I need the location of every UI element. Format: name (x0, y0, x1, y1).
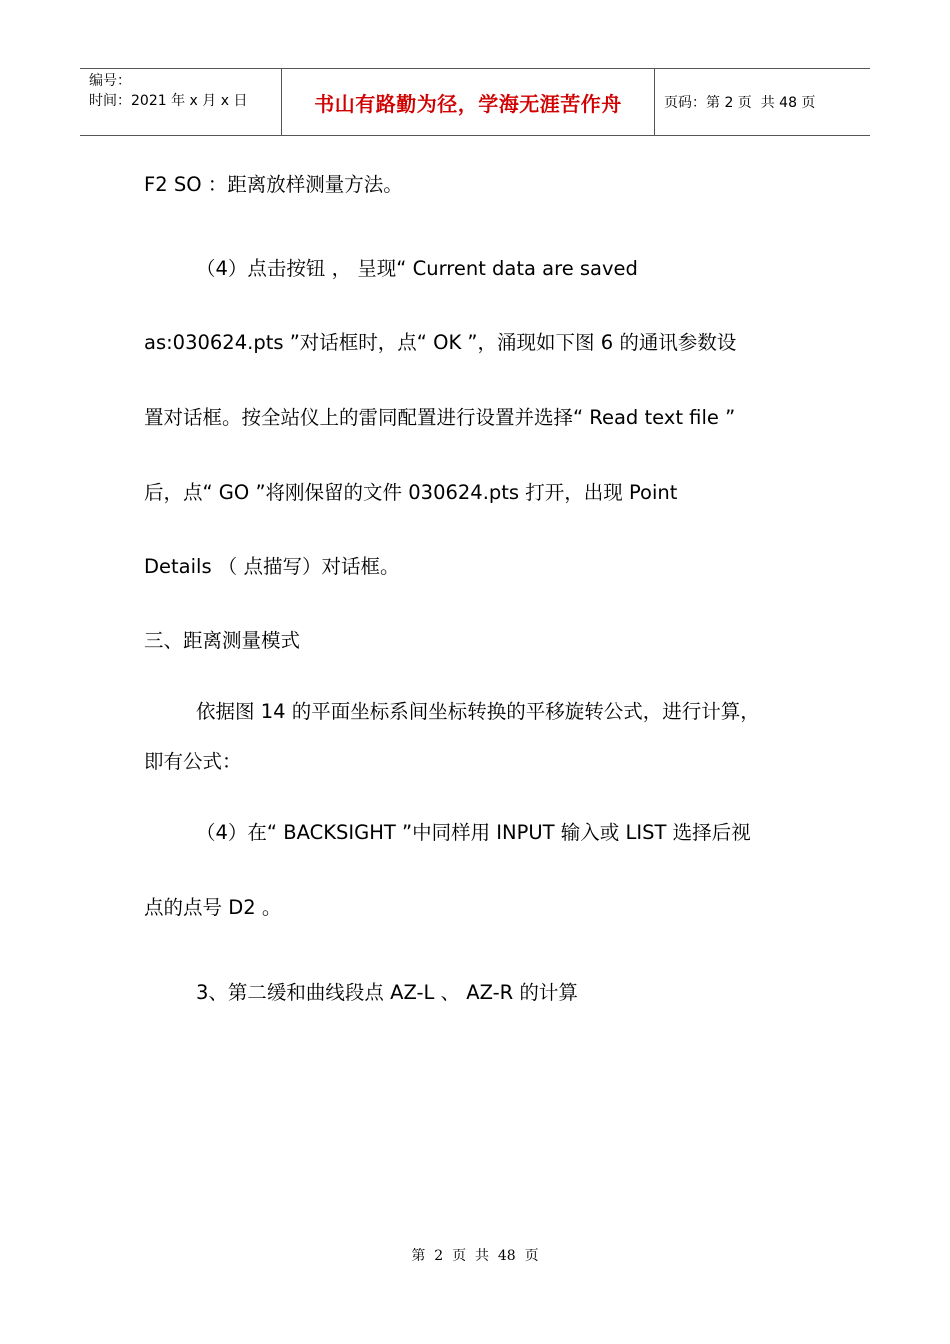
page-footer: 第 2 页 共 48 页 (411, 1248, 539, 1264)
body-line-3: as:030624.pts ”对话框时，点“ OK ”，涌现如下图 6 的通讯参数设 (144, 331, 737, 354)
body-line-5: 后，点“ GO ”将刚保留的文件 030624.pts 打开，出现 Point (144, 481, 678, 504)
document-number-label: 编号： (89, 73, 131, 89)
body-line-9: 即有公式： (144, 750, 242, 773)
body-line-12: 3、第二缓和曲线段点 AZ-L 、 AZ-R 的计算 (196, 981, 578, 1004)
document-date-label: 时间：2021 年 x 月 x 日 (89, 93, 248, 109)
body-line-6: Details （ 点描写）对话框。 (144, 555, 400, 578)
header-meta (80, 69, 282, 135)
body-line-8: 依据图 14 的平面坐标系间坐标转换的平移旋转公式，进行计算， (196, 700, 760, 723)
body-line-10: （4）在“ BACKSIGHT ”中同样用 INPUT 输入或 LIST 选择后视 (196, 821, 751, 844)
section-heading: 三、距离测量模式 (144, 629, 301, 652)
body-line-2: （4）点击按钮 ， 呈现“ Current data are saved (196, 257, 638, 280)
body-line-4: 置对话框。按全站仪上的雷同配置进行设置并选择“ Read text file ” (144, 406, 736, 429)
body-line-1: F2 SO ：距离放样测量方法。 (144, 173, 403, 196)
page-header (80, 68, 870, 136)
header-page-info: 页码：第 2 页 共 48 页 (664, 95, 816, 111)
header-motto: 书山有路勤为径，学海无涯苦作舟 (314, 91, 622, 116)
body-line-11: 点的点号 D2 。 (144, 896, 282, 919)
header-motto-cell (282, 69, 655, 135)
